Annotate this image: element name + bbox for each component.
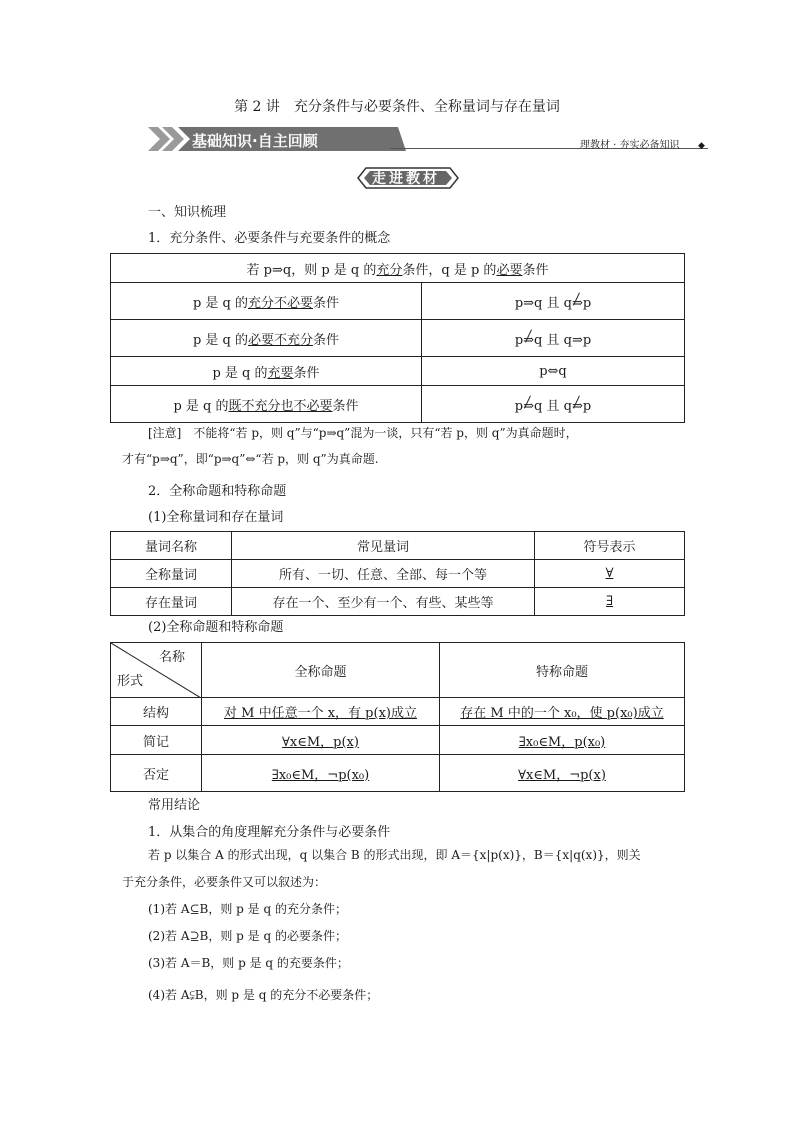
cell-text: p 是 q 的 <box>212 365 268 381</box>
list-item: (2)若 A⊇B，则 p 是 q 的必要条件； <box>148 929 347 943</box>
table-row <box>111 755 685 792</box>
not-implies-symbol: ⇒ <box>523 398 535 414</box>
header-text: 条件，q 是 p 的 <box>402 262 497 278</box>
table-row <box>111 560 685 588</box>
header-answer: 必要 <box>496 262 523 278</box>
subsection-heading: 1．从集合的角度理解充分条件与必要条件 <box>148 825 391 840</box>
cell-text: 条件 <box>313 332 340 348</box>
cell-answer: 必要不充分 <box>248 332 314 348</box>
cell-text: p 是 q 的 <box>192 295 248 311</box>
cell-answer: 充分不必要 <box>248 295 314 311</box>
table-cell: 全称量词 <box>111 560 232 588</box>
banner-subtitle: 理教材 · 夯实必备知识 <box>580 140 680 151</box>
note-line: 才有“p⇒q”，即“p⇒q”⇔“若 p，则 q”为真命题. <box>122 452 379 466</box>
table-row <box>111 386 685 423</box>
not-implies-symbol: ⇒ <box>571 295 583 311</box>
proposition-table <box>110 642 685 792</box>
row-header: 简记 <box>111 726 202 755</box>
diamond-icon: ◆ <box>698 141 705 151</box>
cell-answer: 充要 <box>267 365 294 381</box>
note-line: [注意] 不能将“若 p，则 q”与“p⇒q”混为一谈，只有“若 p，则 q”为真命题时， <box>148 426 578 440</box>
cell-text: p <box>514 332 524 348</box>
cell-text: q 且 q⇒p <box>534 332 592 348</box>
header-text: 条件 <box>522 262 549 278</box>
table-cell: ∃ <box>535 588 685 616</box>
cell-text: p⇒q 且 q <box>514 295 572 311</box>
table-row <box>111 588 685 616</box>
row-header: 结构 <box>111 698 202 726</box>
column-header: 符号表示 <box>535 532 685 560</box>
subsection-heading: (1)全称量词和存在量词 <box>148 510 284 525</box>
diagonal-corner-cell <box>111 643 202 698</box>
table-cell: ∀x∈M，p(x) <box>202 726 440 755</box>
table-cell: 对 M 中任意一个 x，有 p(x)成立 <box>202 698 440 726</box>
cell-text: 条件 <box>332 398 359 414</box>
concept-table <box>110 253 685 423</box>
paragraph-line: 若 p 以集合 A 的形式出现，q 以集合 B 的形式出现，即 A＝{x|p(x)}，B＝{x|q(x)}，则关 <box>148 848 641 862</box>
table-cell: 存在 M 中的一个 x₀，使 p(x₀)成立 <box>440 698 685 726</box>
table-row <box>111 357 685 386</box>
header-answer: 充分 <box>376 262 403 278</box>
paragraph-line: 于充分条件，必要条件又可以叙述为： <box>122 875 327 889</box>
table-row <box>111 283 685 320</box>
list-item: (4)若 A⫋B，则 p 是 q 的充分不必要条件； <box>148 988 379 1002</box>
table-header-row <box>111 643 685 698</box>
column-header: 特称命题 <box>440 643 685 698</box>
corner-label-top: 名称 <box>158 650 185 665</box>
page-title: 第 2 讲 充分条件与必要条件、全称量词与存在量词 <box>234 99 560 115</box>
quantifier-table <box>110 531 685 616</box>
cell-text: p <box>514 398 524 414</box>
section-heading: 2．全称命题和特称命题 <box>148 484 287 499</box>
not-implies-symbol: ⇒ <box>523 332 535 348</box>
cell-answer: 既不充分也不必要 <box>228 398 333 414</box>
list-item: (1)若 A⊆B，则 p 是 q 的充分条件； <box>148 902 347 916</box>
table-cell: ∃x₀∈M，¬p(x₀) <box>202 755 440 792</box>
list-item: (3)若 A＝B，则 p 是 q 的充要条件； <box>148 956 349 970</box>
column-header: 量词名称 <box>111 532 232 560</box>
subsection-heading: (2)全称命题和特称命题 <box>148 620 284 635</box>
column-header: 常见量词 <box>232 532 535 560</box>
column-header: 全称命题 <box>202 643 440 698</box>
table-cell: ∀ <box>535 560 685 588</box>
corner-label-bottom: 形式 <box>117 674 144 689</box>
cell-text: 条件 <box>293 365 320 381</box>
not-implies-symbol: ⇒ <box>571 398 583 414</box>
table-cell: 存在量词 <box>111 588 232 616</box>
cell-text: p <box>582 295 592 311</box>
tag-label: 走进教材 <box>372 171 440 187</box>
table-header-row <box>111 532 685 560</box>
concept-table-header <box>111 254 685 283</box>
table-row <box>111 698 685 726</box>
section-heading: 常用结论 <box>148 798 201 813</box>
cell-text: p 是 q 的 <box>173 398 229 414</box>
cell-text: p 是 q 的 <box>192 332 248 348</box>
table-row <box>111 320 685 357</box>
table-cell: 所有、一切、任意、全部、每一个等 <box>232 560 535 588</box>
table-cell: 存在一个、至少有一个、有些、某些等 <box>232 588 535 616</box>
cell-text: 条件 <box>313 295 340 311</box>
table-cell: ∀x∈M，¬p(x) <box>440 755 685 792</box>
cell-text: q 且 q <box>534 398 572 414</box>
row-header: 否定 <box>111 755 202 792</box>
header-text: 若 p⇒q，则 p 是 q 的 <box>246 262 377 278</box>
cell-text: p <box>582 398 592 414</box>
subsection-heading: 1．充分条件、必要条件与充要条件的概念 <box>148 231 391 246</box>
table-row <box>111 726 685 755</box>
cell-text: p⇔q <box>539 363 567 379</box>
banner-title: 基础知识·自主回顾 <box>192 132 318 150</box>
section-heading: 一、知识梳理 <box>148 205 227 220</box>
table-cell: ∃x₀∈M，p(x₀) <box>440 726 685 755</box>
